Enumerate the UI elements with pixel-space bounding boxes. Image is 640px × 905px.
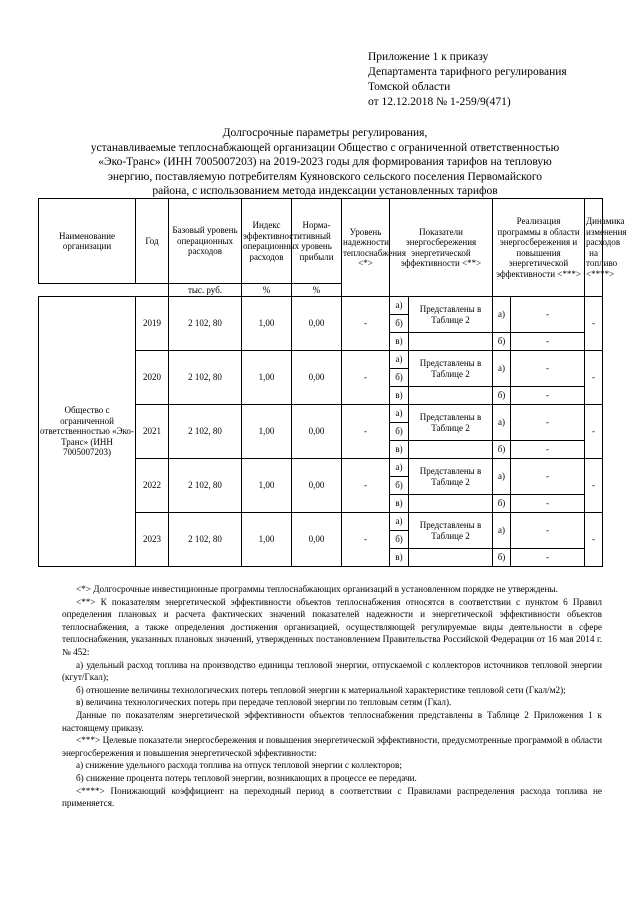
energy-blank <box>409 387 493 405</box>
footnotes <box>62 583 602 810</box>
energy-sub-label: б) <box>390 531 409 549</box>
program-value: - <box>511 441 585 459</box>
dynamics-cell: - <box>585 351 603 405</box>
header-base: Базовый уровень операционных расходов <box>169 199 242 284</box>
energy-sub-label: б) <box>390 423 409 441</box>
title-line: устанавливаемые теплоснабжающей организации Общество с ограниченной ответственностью <box>90 141 560 154</box>
header-year: Год <box>136 199 169 284</box>
unit-base: тыс. руб. <box>169 284 242 297</box>
appendix-block <box>368 50 630 110</box>
document-title <box>40 126 610 199</box>
reliability-cell: - <box>342 513 390 567</box>
appendix-line: Приложение 1 к приказу <box>368 51 489 63</box>
energy-sub-label: в) <box>390 387 409 405</box>
energy-sub-label: а) <box>390 405 409 423</box>
energy-sub-label: б) <box>390 477 409 495</box>
energy-blank <box>409 441 493 459</box>
energy-note: Представлены в Таблице 2 <box>409 351 493 387</box>
energy-note: Представлены в Таблице 2 <box>409 405 493 441</box>
energy-blank <box>409 495 493 513</box>
dynamics-cell: - <box>585 297 603 351</box>
title-line: Долгосрочные параметры регулирования, <box>222 127 428 139</box>
year-cell: 2019 <box>136 297 169 351</box>
program-sub-label: б) <box>493 549 511 567</box>
energy-sub-label: а) <box>390 513 409 531</box>
unit-profit: % <box>292 284 342 297</box>
base-cost-cell: 2 102, 80 <box>169 459 242 513</box>
title-line: района, с использованием метода индексации установленных тарифов <box>152 185 498 197</box>
unit-index: % <box>242 284 292 297</box>
index-cell: 1,00 <box>242 459 292 513</box>
parameters-table <box>38 198 627 567</box>
program-value: - <box>511 387 585 405</box>
program-value: - <box>511 495 585 513</box>
program-value: - <box>511 297 585 333</box>
organization-name: Общество с ограниченной ответственностью «Эко-Транс» (ИНН 7005007203) <box>39 297 136 567</box>
profit-cell: 0,00 <box>292 513 342 567</box>
energy-note: Представлены в Таблице 2 <box>409 459 493 495</box>
appendix-line: Томской области <box>368 81 451 93</box>
energy-note: Представлены в Таблице 2 <box>409 297 493 333</box>
footnote-item: б) отношение величины технологических потерь тепловой энергии к материальной характеристике тепловой сети (Гкал/м2); <box>76 684 566 695</box>
program-sub-label: а) <box>493 513 511 549</box>
header-org: Наименование организации <box>39 199 136 284</box>
footnote: <*> Долгосрочные инвестиционные программы теплоснабжающих организаций в установленном порядке не утверждены. <box>76 584 558 594</box>
base-cost-cell: 2 102, 80 <box>169 405 242 459</box>
units-blank <box>39 284 136 297</box>
program-sub-label: б) <box>493 495 511 513</box>
program-sub-label: б) <box>493 387 511 405</box>
footnote-item: Данные по показателям энергетической эффективности объектов теплоснабжения представлены в Таблице 2 Приложения 1 к настоящему приказу. <box>62 709 602 733</box>
header-index: Индекс эффективности операционных расходов <box>242 199 292 284</box>
base-cost-cell: 2 102, 80 <box>169 297 242 351</box>
program-value: - <box>511 549 585 567</box>
energy-note: Представлены в Таблице 2 <box>409 513 493 549</box>
energy-sub-label: в) <box>390 333 409 351</box>
header-dynamics: Динамика изменения расходов на топливо <****> <box>585 199 603 297</box>
program-sub-label: а) <box>493 351 511 387</box>
footnote-item: в) величина технологических потерь при передаче тепловой энергии по тепловым сетям (Гкал). <box>76 697 452 708</box>
footnote-item: б) снижение процента потерь тепловой энергии, возникающих в процессе ее передачи. <box>76 772 417 783</box>
program-value: - <box>511 513 585 549</box>
header-profit: Норма-тивный уровень прибыли <box>292 199 342 284</box>
dynamics-cell: - <box>585 459 603 513</box>
reliability-cell: - <box>342 459 390 513</box>
program-sub-label: а) <box>493 297 511 333</box>
appendix-line: от 12.12.2018 № 1-259/9(471) <box>368 96 511 108</box>
program-sub-label: б) <box>493 333 511 351</box>
energy-sub-label: б) <box>390 315 409 333</box>
profit-cell: 0,00 <box>292 405 342 459</box>
energy-sub-label: а) <box>390 297 409 315</box>
reliability-cell: - <box>342 297 390 351</box>
title-line: «Эко-Транс» (ИНН 7005007203) на 2019-2023 годы для формирования тарифов на тепловую <box>98 156 552 168</box>
program-sub-label: а) <box>493 459 511 495</box>
program-sub-label: а) <box>493 405 511 441</box>
footnote-item: а) снижение удельного расхода топлива на отпуск тепловой энергии с коллекторов; <box>76 760 402 771</box>
footnote: <***> Целевые показатели энергосбережения и повышения энергетической эффективности, предусмотренные программой в области энергосбережения и повышения энергетической эффективности: <box>62 735 602 758</box>
year-cell: 2022 <box>136 459 169 513</box>
energy-sub-label: а) <box>390 459 409 477</box>
index-cell: 1,00 <box>242 297 292 351</box>
title-line: энергию, поставляемую потребителям Куяновского сельского поселения Первомайского <box>107 170 543 183</box>
reliability-cell: - <box>342 351 390 405</box>
energy-sub-label: б) <box>390 369 409 387</box>
header-row <box>39 199 603 284</box>
profit-cell: 0,00 <box>292 297 342 351</box>
energy-sub-label: в) <box>390 495 409 513</box>
index-cell: 1,00 <box>242 513 292 567</box>
appendix-line: Департамента тарифного регулирования <box>368 66 567 78</box>
dynamics-cell: - <box>585 513 603 567</box>
table-row <box>39 297 603 315</box>
footnote-item: а) удельный расход топлива на производство единицы тепловой энергии, отпускаемой с коллекторов источников тепловой энергии (кгут/Гкал); <box>62 659 602 683</box>
energy-sub-label: а) <box>390 351 409 369</box>
program-sub-label: б) <box>493 441 511 459</box>
units-blank <box>136 284 169 297</box>
energy-sub-label: в) <box>390 549 409 567</box>
header-program: Реализация программы в области энергосбережения и повышения энергетической эффективности <***> <box>493 199 585 297</box>
program-value: - <box>511 351 585 387</box>
year-cell: 2020 <box>136 351 169 405</box>
profit-cell: 0,00 <box>292 351 342 405</box>
program-value: - <box>511 333 585 351</box>
base-cost-cell: 2 102, 80 <box>169 351 242 405</box>
footnote: <**> К показателям энергетической эффективности объектов теплоснабжения относятся в соответствии с пунктом 6 Правил определения плановых и расчета фактических значений показателей надежности и энергетической эффективности объектов теплоснабжения, а также определения достижения организацией, осуществляющей регулируемые виды деятельности в сфере теплоснабжения, указанных плановых значений, утвержденных постановлением Правительства Российской Федерации от 16 мая 2014 г. № 452: <box>62 596 602 657</box>
energy-sub-label: в) <box>390 441 409 459</box>
index-cell: 1,00 <box>242 405 292 459</box>
header-energy: Показатели энергосбережения энергетической эффективности <**> <box>390 199 493 297</box>
energy-blank <box>409 549 493 567</box>
energy-blank <box>409 333 493 351</box>
program-value: - <box>511 459 585 495</box>
profit-cell: 0,00 <box>292 459 342 513</box>
year-cell: 2023 <box>136 513 169 567</box>
footnote: <****> Понижающий коэффициент на переходный период в соответствии с Правилами распределения расхода топлива не применяется. <box>62 785 602 809</box>
header-reliability: Уровень надежности теплоснабжения <*> <box>342 199 390 297</box>
reliability-cell: - <box>342 405 390 459</box>
base-cost-cell: 2 102, 80 <box>169 513 242 567</box>
program-value: - <box>511 405 585 441</box>
year-cell: 2021 <box>136 405 169 459</box>
dynamics-cell: - <box>585 405 603 459</box>
index-cell: 1,00 <box>242 351 292 405</box>
